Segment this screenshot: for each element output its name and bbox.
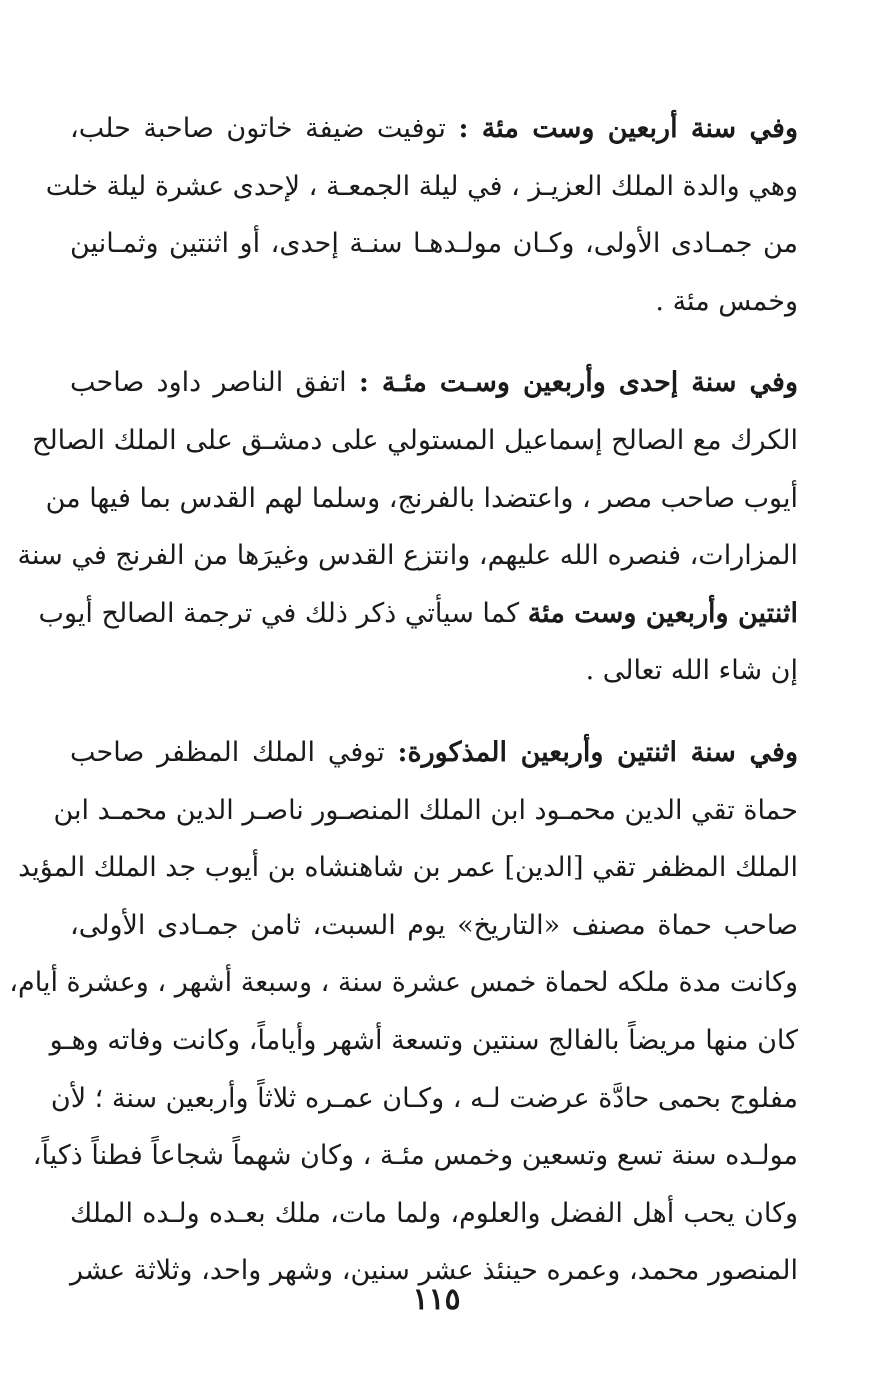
paragraph-2: [17, 354, 799, 700]
text-line: [9, 954, 798, 1012]
year-heading: وفي سنة اثنتين وأربعين المذكورة:: [397, 736, 798, 768]
year-heading: وفي سنة إحدى وأربعين وسـت مئـة :: [358, 367, 799, 399]
line-text: وخمس مئة .: [655, 285, 798, 317]
bold-year: اثنتين وأربعين وست مئة: [527, 597, 798, 629]
page-number: ١١٥: [412, 1282, 461, 1317]
paragraph-1: [45, 100, 798, 330]
text-line: [17, 527, 798, 585]
line-text: كان منها مريضاً بالفالج سنتين وتسعة أشهر وأياماً، وكانت وفاته وهـو: [49, 1024, 798, 1056]
text-line: [49, 1012, 798, 1070]
text-line: [50, 1070, 798, 1128]
line-text: كما سيأتي ذكر ذلك في ترجمة الصالح أيوب: [38, 597, 528, 629]
line-text: صاحب حماة مصنف «التاريخ» يوم السبت، ثامن جمـادى الأولى،: [70, 909, 798, 941]
page-body: [9, 100, 799, 1324]
line-text: أيوب صاحب مصر ، واعتضدا بالفرنج، وسلما لهم القدس بما فيها من: [45, 482, 798, 514]
text-line: [32, 412, 798, 470]
line-text: وكانت مدة ملكه لحماة خمس عشرة سنة ، وسبعة أشهر ، وعشرة أيام،: [9, 967, 798, 999]
text-line: [70, 724, 798, 782]
line-text: من جمـادى الأولى، وكـان مولـدهـا سنـة إحدى، أو اثنتين وثمـانين: [70, 228, 798, 260]
line-text: المزارات، فنصره الله عليهم، وانتزع القدس وغيرَها من الفرنج في سنة: [17, 540, 798, 572]
line-text: إن شاء الله تعالى .: [585, 655, 798, 687]
text-line: [38, 585, 798, 643]
text-line: [70, 642, 798, 700]
line-text: الكرك مع الصالح إسماعيل المستولي على دمشـق على الملك الصالح: [32, 424, 798, 456]
line-text: وكان يحب أهل الفضل والعلوم، ولما مات، ملك بعـده ولـده الملك: [70, 1197, 798, 1229]
text-line: [45, 470, 798, 528]
year-heading: وفي سنة أربعين وست مئة :: [458, 113, 798, 144]
paragraph-3: [9, 724, 798, 1300]
text-line: [70, 354, 798, 412]
text-line: [53, 782, 798, 840]
text-line: [70, 100, 798, 158]
line-text: وهي والدة الملك العزيـز ، في ليلة الجمعـة ، لإحدى عشرة ليلة خلت: [45, 170, 798, 202]
line-text: مفلوج بحمى حادَّة عرضت لـه ، وكـان عمـره ثلاثاً وأربعين سنة ؛ لأن: [50, 1082, 798, 1114]
line-text: توفيت ضيفة خاتون صاحبة حلب،: [70, 113, 459, 144]
line-text: المنصور محمد، وعمره حينئذ عشر سنين، وشهر واحد، وثلاثة عشر: [70, 1255, 798, 1287]
line-text: اتفق الناصر داود صاحب: [70, 367, 359, 399]
text-line: [70, 273, 798, 331]
text-line: [32, 1127, 798, 1185]
text-line: [70, 215, 798, 273]
text-line: [70, 897, 798, 955]
line-text: الملك المظفر تقي [الدين] عمر بن شاهنشاه بن أيوب جد الملك المؤيد: [18, 852, 798, 884]
line-text: توفي الملك المظفر صاحب: [70, 736, 398, 768]
line-text: حماة تقي الدين محمـود ابن الملك المنصـور ناصـر الدين محمـد ابن: [53, 794, 798, 826]
text-line: [18, 839, 798, 897]
text-line: [70, 1185, 798, 1243]
line-text: مولـده سنة تسع وتسعين وخمس مئـة ، وكان شهماً شجاعاً فطناً ذكياً،: [32, 1140, 798, 1172]
text-line: [45, 158, 798, 216]
